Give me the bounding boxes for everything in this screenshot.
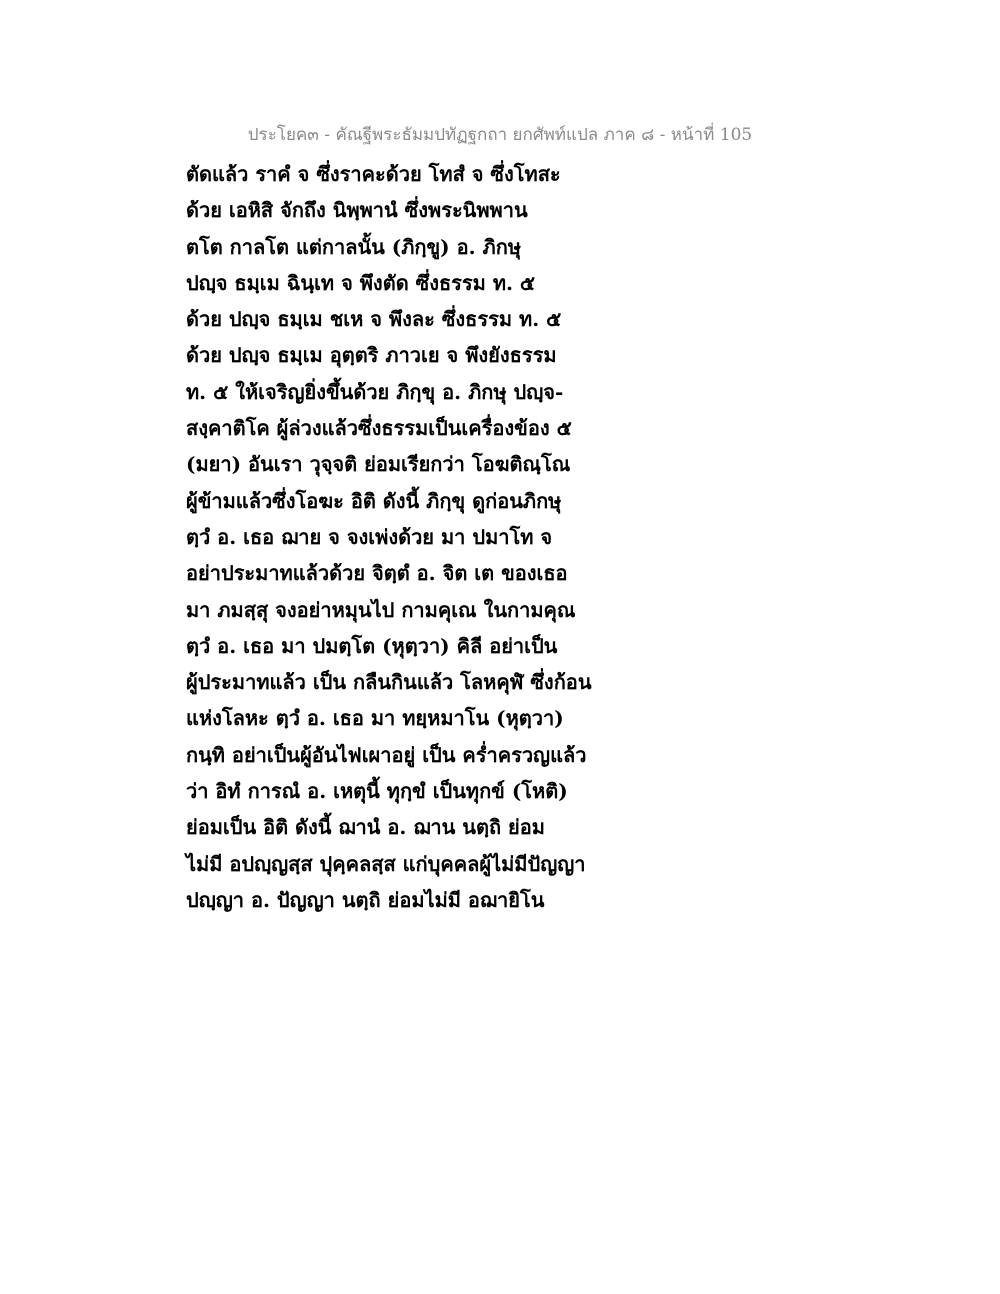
text-line: ย่อมเป็น อิติ ดังนี้ ฌานํ อ. ฌาน นตฺถิ ย่อม: [186, 815, 545, 840]
text-line: สงฺคาติโค ผู้ล่วงแล้วซึ่งธรรมเป็นเครื่องข้อง ๕: [186, 416, 572, 441]
text-line: ว่า อิทํ การณํ อ. เหตุนี้ ทุกฺขํ เป็นทุกข์ (โหติ): [186, 779, 568, 804]
text-line: ผู้ประมาทแล้ว เป็น กลืนกินแล้ว โลหคุฬํ ซึ่งก้อน: [186, 670, 592, 695]
text-line: แห่งโลหะ ตฺวํ อ. เธอ มา ทยฺหมาโน (หุตฺวา): [186, 706, 564, 731]
text-line: ตฺวํ อ. เธอ มา ปมตฺโต (หุตฺวา) คิลี อย่าเป็น: [186, 633, 558, 658]
text-line: ด้วย เอหิสิ จักถึง นิพฺพานํ ซึ่งพระนิพพาน: [186, 198, 528, 223]
text-line: ตฺวํ อ. เธอ ฌาย จ จงเพ่งด้วย มา ปมาโท จ: [186, 524, 553, 549]
running-header: ประโยค๓ - คัณฐีพระธัมมปทัฏฐกถา ยกศัพท์แปล ภาค ๘ - หน้าที่ 105: [247, 125, 753, 145]
text-line: ตัดแล้ว ราคํ จ ซึ่งราคะด้วย โทสํ จ ซึ่งโทสะ: [186, 162, 561, 186]
text-line: ปญฺจ ธมฺเม ฉินฺเท จ พึงตัด ซึ่งธรรม ท. ๕: [186, 270, 536, 295]
text-line: ท. ๕ ให้เจริญยิ่งขึ้นด้วย ภิกฺขุ อ. ภิกษุ ปญฺจ-: [186, 379, 564, 404]
text-line: (มยา) อันเรา วุจฺจติ ย่อมเรียกว่า โอฆติณฺโณ: [186, 452, 571, 477]
text-line: ตโต กาลโต แต่กาลนั้น (ภิกฺขู) อ. ภิกษุ: [186, 234, 522, 259]
body-text: [186, 156, 606, 918]
text-line: ปญฺญา อ. ปัญญา นตฺถิ ย่อมไม่มี อฌายิโน: [186, 887, 545, 912]
text-line: มา ภมสฺสุ จงอย่าหมุนไป กามคุเณ ในกามคุณ: [186, 597, 576, 622]
text-line: ไม่มี อปญฺญสฺส ปุคฺคลสฺส แก่บุคคลผู้ไม่มีปัญญา: [186, 851, 586, 876]
text-line: ด้วย ปญฺจ ธมฺเม อุตฺตริ ภาวเย จ พึงยังธรรม: [186, 343, 557, 368]
text-line: ผู้ข้ามแล้วซึ่งโอฆะ อิติ ดังนี้ ภิกฺขุ ดูก่อนภิกษุ: [186, 488, 562, 513]
text-line: อย่าประมาทแล้วด้วย จิตฺตํ อ. จิต เต ของเธอ: [186, 561, 568, 586]
text-line: กนฺทิ อย่าเป็นผู้อันไฟเผาอยู่ เป็น คร่ำครวญแล้ว: [186, 742, 587, 767]
text-line: ด้วย ปญฺจ ธมฺเม ชเห จ พึงละ ซึ่งธรรม ท. ๕: [186, 307, 562, 332]
